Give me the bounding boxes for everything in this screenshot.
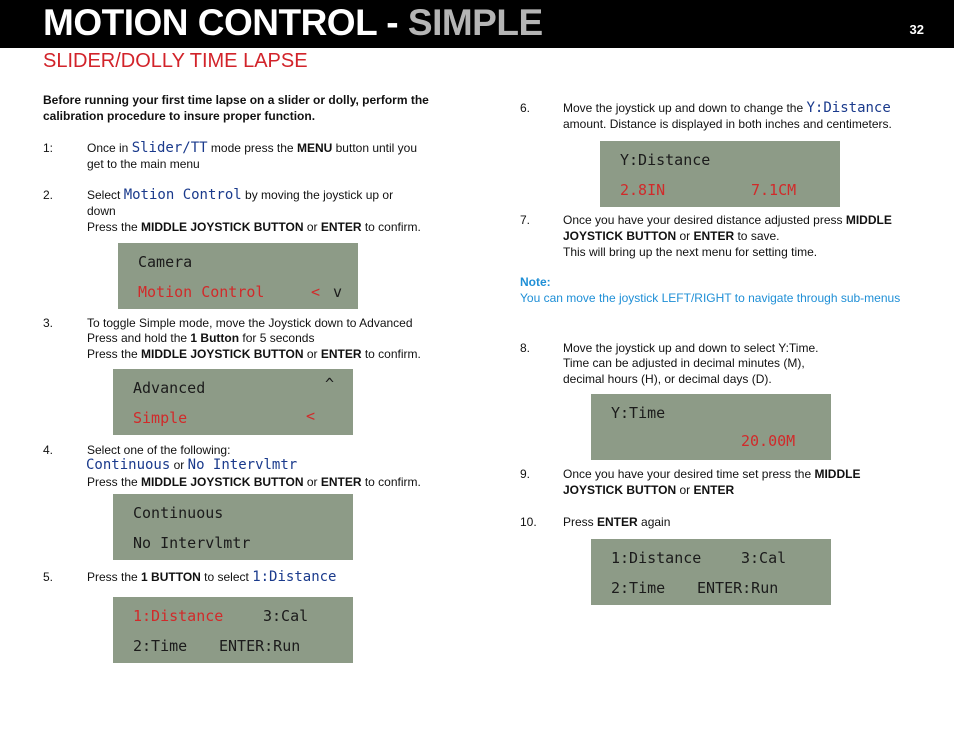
- step-1-lcd-term: Slider/TT: [131, 140, 208, 156]
- step-3-l2-post: for 5 seconds: [239, 331, 315, 345]
- section-title: SLIDER/DOLLY TIME LAPSE: [43, 50, 308, 72]
- step-7-pre: Once you have your desired distance adjusted press: [563, 213, 846, 227]
- lcd-1-row-1: Camera: [138, 253, 193, 271]
- step-4-option-continuous: Continuous: [86, 457, 171, 473]
- step-7-line-1: [563, 212, 892, 228]
- step-8-line-1: Move the joystick up and down to select Y:Time.: [563, 341, 819, 355]
- lcd-2-row-2: Simple: [133, 409, 188, 427]
- title-accent: SIMPLE: [407, 2, 543, 43]
- step-1-line-1: [87, 140, 417, 156]
- page-title: [43, 2, 543, 44]
- step-8-line-2: Time can be adjusted in decimal minutes (M),: [563, 356, 805, 370]
- lcd-1-arrow: <: [311, 283, 321, 301]
- lcd-display-setup-menu: [113, 597, 353, 663]
- step-3-l3-post: to confirm.: [361, 347, 421, 361]
- step-6-lcd-term: Y:Distance: [806, 100, 891, 116]
- step-7-b1: MIDDLE: [845, 213, 892, 227]
- page-header: [0, 0, 954, 48]
- note-label: Note:: [520, 275, 551, 289]
- step-1-line-2: get to the main menu: [87, 157, 200, 171]
- step-3-l2-pre: Press and hold the: [87, 331, 191, 345]
- step-9-line-2: [563, 482, 734, 498]
- lcd-2-arrow: <: [306, 407, 316, 425]
- step-10-b: ENTER: [597, 515, 638, 529]
- step-9-b1: MIDDLE: [814, 467, 861, 481]
- intro-line-2: calibration procedure to insure proper function.: [43, 109, 316, 123]
- step-1-number: 1:: [43, 141, 54, 155]
- step-2-number: 2.: [43, 188, 54, 202]
- step-8-number: 8.: [520, 341, 531, 355]
- lcd-5-cm: 7.1CM: [751, 181, 797, 199]
- lcd-4-cal: 3:Cal: [263, 607, 309, 625]
- step-3-l3-pre: Press the: [87, 347, 142, 361]
- step-5-lcd-term: 1:Distance: [252, 569, 337, 585]
- step-3-line-2: [87, 330, 314, 346]
- lcd-7-time: 2:Time: [611, 579, 666, 597]
- step-4-l3-post: to confirm.: [361, 475, 421, 489]
- step-2-line-1: [87, 187, 393, 203]
- step-7-l2-or: or: [676, 229, 694, 243]
- step-9-l2-b: JOYSTICK BUTTON: [563, 483, 677, 497]
- lcd-4-distance: 1:Distance: [133, 607, 224, 625]
- intro-line-1: Before running your first time lapse on a slider or dolly, perform the: [43, 93, 429, 107]
- lcd-6-row-1: Y:Time: [611, 404, 666, 422]
- step-10-post: again: [637, 515, 671, 529]
- lcd-display-mode: [113, 369, 353, 435]
- step-2-line-3: [87, 219, 421, 235]
- step-1-menu: MENU: [296, 141, 333, 155]
- step-9-pre: Once you have your desired time set press the: [563, 467, 815, 481]
- step-2-l3-or: or: [303, 220, 321, 234]
- step-4-l3-pre: Press the: [87, 475, 142, 489]
- lcd-1-row-2: Motion Control: [138, 283, 265, 301]
- step-9-l2-b2: ENTER: [693, 483, 735, 497]
- page-number: 32: [909, 22, 924, 37]
- step-6-line-1: [563, 100, 891, 116]
- step-2-post: by moving the joystick up or: [241, 188, 394, 202]
- step-10-pre: Press: [563, 515, 598, 529]
- step-5-mid: to select: [200, 570, 253, 584]
- step-5-line-1: [87, 569, 336, 585]
- lcd-7-run: ENTER:Run: [697, 579, 779, 597]
- lcd-display-interval-type: [113, 494, 353, 560]
- lcd-display-main-menu: [118, 243, 358, 309]
- step-1-post: button until you: [332, 141, 418, 155]
- step-7-l2-b2: ENTER: [693, 229, 735, 243]
- step-4-line-3: [87, 474, 421, 490]
- note-text: You can move the joystick LEFT/RIGHT to navigate through sub-menus: [520, 291, 901, 305]
- step-2-pre: Select: [87, 188, 124, 202]
- lcd-5-row-1: Y:Distance: [620, 151, 711, 169]
- step-7-l2-post: to save.: [734, 229, 780, 243]
- lcd-2-up: ^: [325, 375, 335, 393]
- step-4-l3-or: or: [303, 475, 321, 489]
- step-5-pre: Press the: [87, 570, 142, 584]
- step-7-l2-b: JOYSTICK BUTTON: [563, 229, 677, 243]
- lcd-display-distance: [600, 141, 840, 207]
- lcd-3-row-1: Continuous: [133, 504, 224, 522]
- step-2-l3-post: to confirm.: [361, 220, 421, 234]
- step-3-l3-b1: MIDDLE JOYSTICK BUTTON: [141, 347, 304, 361]
- lcd-7-distance: 1:Distance: [611, 549, 702, 567]
- step-4-line-2: [86, 457, 297, 473]
- step-4-option-no-intervlmtr: No Intervlmtr: [187, 457, 298, 473]
- step-1-pre: Once in: [87, 141, 132, 155]
- step-9-line-1: [563, 466, 860, 482]
- step-4-l3-b1: MIDDLE JOYSTICK BUTTON: [141, 475, 304, 489]
- step-7-line-3: This will bring up the next menu for setting time.: [563, 245, 818, 259]
- lcd-4-run: ENTER:Run: [219, 637, 301, 655]
- lcd-7-cal: 3:Cal: [741, 549, 787, 567]
- step-2-l3-b2: ENTER: [320, 220, 362, 234]
- step-9-l2-or: or: [676, 483, 694, 497]
- step-3-number: 3.: [43, 316, 54, 330]
- step-4-l3-b2: ENTER: [320, 475, 362, 489]
- step-2-l3-pre: Press the: [87, 220, 142, 234]
- step-6-line-2: amount. Distance is displayed in both inches and centimeters.: [563, 117, 892, 131]
- step-2-lcd-term: Motion Control: [123, 187, 242, 203]
- step-3-line-1: To toggle Simple mode, move the Joystick down to Advanced: [87, 316, 413, 330]
- step-6-number: 6.: [520, 101, 531, 115]
- lcd-6-time-value: 20.00M: [741, 432, 796, 450]
- title-main: MOTION CONTROL -: [43, 2, 408, 43]
- lcd-2-row-1: Advanced: [133, 379, 206, 397]
- step-7-number: 7.: [520, 213, 531, 227]
- lcd-5-inches: 2.8IN: [620, 181, 666, 199]
- lcd-3-row-2: No Intervlmtr: [133, 534, 251, 552]
- lcd-display-setup-menu-final: [591, 539, 831, 605]
- step-10-line-1: [563, 514, 670, 530]
- lcd-4-time: 2:Time: [133, 637, 188, 655]
- step-2-l3-b1: MIDDLE JOYSTICK BUTTON: [141, 220, 304, 234]
- step-5-number: 5.: [43, 570, 54, 584]
- step-3-l3-or: or: [303, 347, 321, 361]
- step-7-line-2: [563, 228, 780, 244]
- step-1-mid: mode press the: [207, 141, 297, 155]
- step-4-line-1: Select one of the following:: [87, 443, 231, 457]
- lcd-display-time: [591, 394, 831, 460]
- step-10-number: 10.: [520, 515, 537, 529]
- step-2-line-2: down: [87, 204, 116, 218]
- step-3-l3-b2: ENTER: [320, 347, 362, 361]
- step-3-l2-b: 1 Button: [190, 331, 240, 345]
- step-4-number: 4.: [43, 443, 54, 457]
- step-8-line-3: decimal hours (H), or decimal days (D).: [563, 372, 772, 386]
- step-3-line-3: [87, 346, 421, 362]
- step-4-or: or: [170, 458, 188, 472]
- step-5-b: 1 BUTTON: [141, 570, 201, 584]
- lcd-1-down: v: [333, 283, 343, 301]
- step-6-pre: Move the joystick up and down to change the: [563, 101, 807, 115]
- step-9-number: 9.: [520, 467, 531, 481]
